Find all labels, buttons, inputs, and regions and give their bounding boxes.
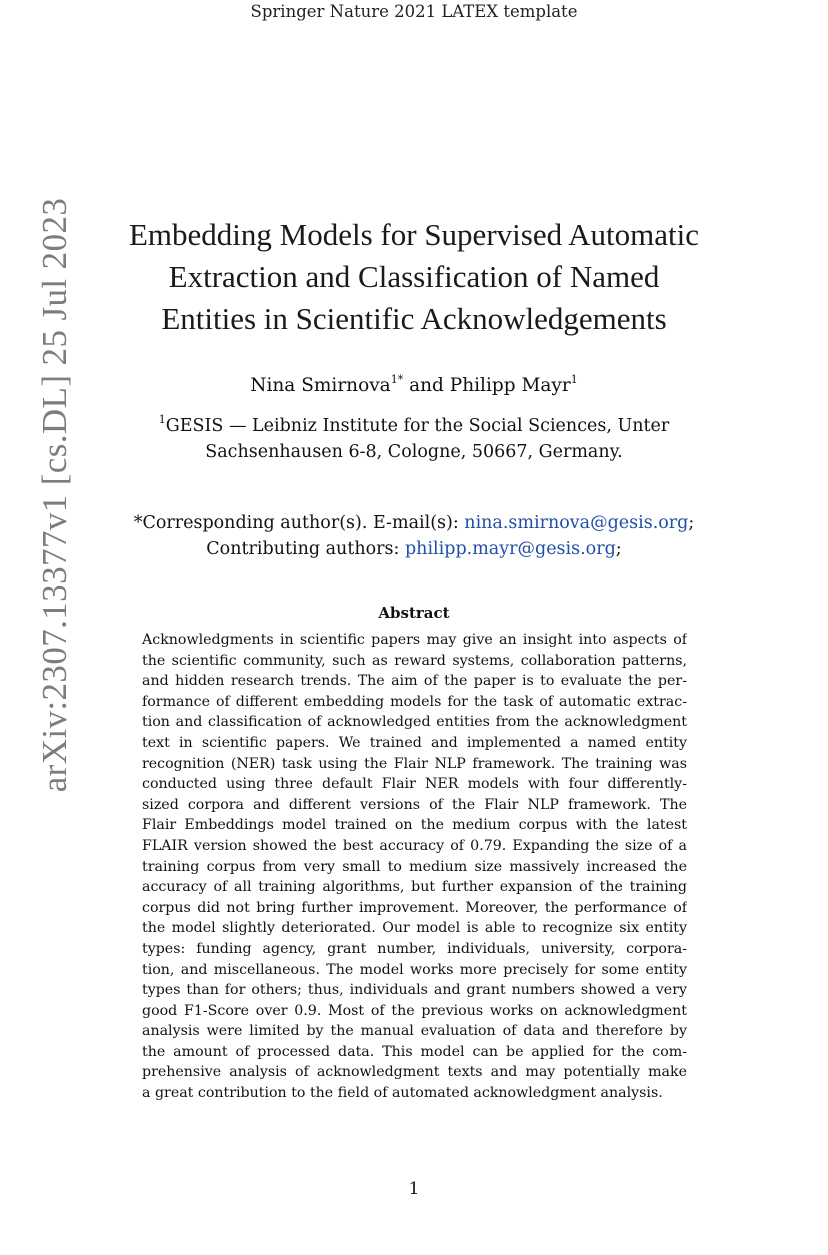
abstract-line: the amount of processed data. This model can be applied for the com- (142, 1043, 687, 1060)
title-line: Extraction and Classification of Named (168, 259, 660, 294)
contributing-email-link[interactable]: philipp.mayr@gesis.org (404, 539, 616, 559)
affiliation (0, 413, 828, 465)
corresponding-author-label: *Corresponding author(s). E-mail(s): (133, 513, 465, 533)
page-number: 1 (408, 1179, 420, 1199)
abstract-line: the scientific community, such as reward systems, collaboration patterns, (142, 652, 687, 669)
abstract-line: types than for others; thus, individuals and grant numbers showed a very (142, 982, 687, 999)
abstract-line: FLAIR version showed the best accuracy of 0.79. Expanding the size of a (142, 837, 687, 854)
abstract-line: types: funding agency, grant number, individuals, university, corpora- (142, 940, 687, 957)
abstract-line: recognition (NER) task using the Flair NLP framework. The training was (142, 755, 687, 772)
affiliation-line: Sachsenhausen 6-8, Cologne, 50667, Germany. (205, 442, 623, 462)
abstract-line: good F1-Score over 0.9. Most of the previous works on acknowledgment (142, 1002, 687, 1019)
abstract-line: the model slightly deteriorated. Our model is able to recognize six entity (142, 920, 687, 937)
affiliation-line: GESIS — Leibniz Institute for the Social Sciences, Unter (165, 416, 670, 436)
title-line: Entities in Scientific Acknowledgements (161, 301, 667, 336)
author-name: Philipp Mayr (449, 375, 571, 396)
punctuation: ; (688, 513, 695, 533)
abstract-line: formance of different embedding models for the task of automatic extrac- (142, 693, 687, 710)
abstract-line: a great contribution to the field of automated acknowledgment analysis. (142, 1085, 663, 1102)
punctuation: ; (615, 539, 622, 559)
contact-info (0, 510, 828, 562)
contributing-authors-label: Contributing authors: (206, 539, 405, 559)
abstract-line: tion, and miscellaneous. The model works more precisely for some entity (142, 961, 687, 978)
abstract-line: text in scientific papers. We trained and implemented a named entity (142, 734, 687, 751)
abstract-line: prehensive analysis of acknowledgment texts and may potentially make (142, 1064, 687, 1081)
abstract-body (142, 630, 687, 1104)
abstract-line: sized corpora and different versions of the Flair NLP framework. The (142, 796, 687, 813)
author-name: Nina Smirnova (250, 375, 391, 396)
author-list (0, 375, 828, 396)
abstract-line: Acknowledgments in scientific papers may give an insight into aspects of (142, 632, 687, 648)
author-affiliation-mark: 1 (570, 373, 578, 386)
abstract-line: conducted using three default Flair NER models with four differently- (142, 776, 687, 793)
author-connector: and (403, 375, 450, 396)
abstract-line: analysis were limited by the manual evaluation of data and therefore by (142, 1023, 687, 1040)
author-affiliation-mark: 1* (390, 373, 404, 386)
affiliation-mark: 1 (158, 413, 166, 426)
abstract-line: corpus did not bring further improvement. Moreover, the performance of (142, 899, 687, 916)
abstract-line: Flair Embeddings model trained on the medium corpus with the latest (142, 817, 687, 834)
abstract-heading: Abstract (378, 604, 450, 622)
abstract-line: training corpus from very small to medium size massively increased the (142, 858, 687, 875)
abstract-line: and hidden research trends. The aim of the paper is to evaluate the per- (142, 673, 687, 690)
title-line: Embedding Models for Supervised Automatic (129, 217, 699, 252)
arxiv-identifier-stamp: arXiv:2307.13377v1 [cs.DL] 25 Jul 2023 (35, 197, 74, 793)
abstract-line: accuracy of all training algorithms, but further expansion of the training (142, 879, 687, 896)
paper-title (0, 214, 828, 340)
running-header: Springer Nature 2021 LATEX template (250, 2, 578, 21)
corresponding-email-link[interactable]: nina.smirnova@gesis.org (464, 513, 689, 533)
abstract-line: tion and classification of acknowledged entities from the acknowledgment (142, 714, 687, 731)
